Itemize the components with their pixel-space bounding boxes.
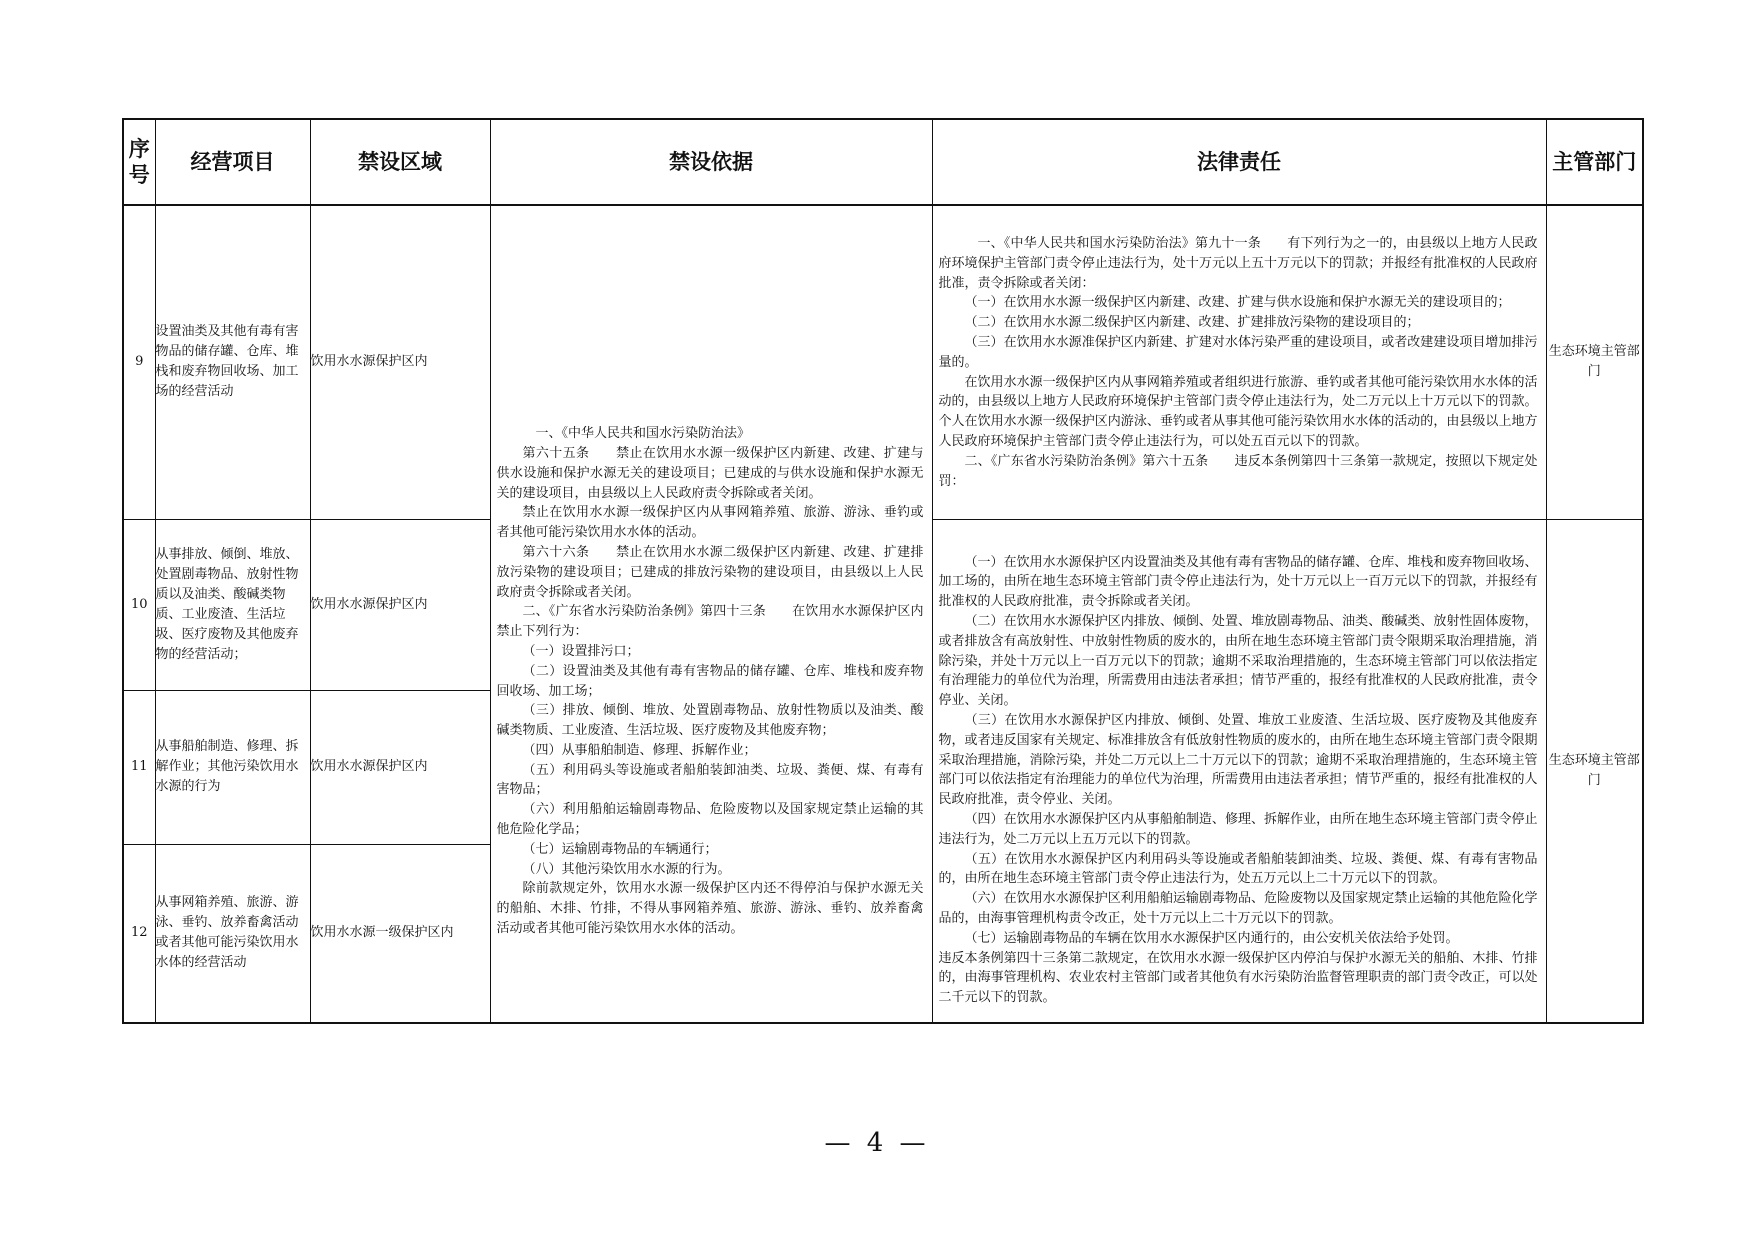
basis-paragraph: 禁止在饮用水水源一级保护区内从事网箱养殖、旅游、游泳、垂钓或者其他可能污染饮用水水体的活动。 <box>496 505 924 541</box>
basis-paragraph: 二、《广东省水污染防治条例》第四十三条 在饮用水水源保护区内禁止下列行为： <box>496 604 924 640</box>
header-row <box>123 119 1643 205</box>
liability-paragraph: 二、《广东省水污染防治条例》第六十五条 违反本条例第四十三条第一款规定，按照以下规定处罚： <box>938 453 1538 489</box>
liability-paragraph: （一）在饮用水水源一级保护区内新建、改建、扩建与供水设施和保护水源无关的建设项目的； <box>964 295 1511 311</box>
basis-paragraph: （七）运输剧毒物品的车辆通行； <box>522 841 718 857</box>
header-dept: 主管部门 <box>1546 119 1643 205</box>
liability-paragraph: 在饮用水水源一级保护区内从事网箱养殖或者组织进行旅游、垂钓或者其他可能污染饮用水水体的活动的，由县级以上地方人民政府环境保护主管部门责令停止违法行为，处二万元以上十万元以下的罚款。个人在饮用水水源一级保护区内游泳、垂钓或者从事其他可能污染饮用水水体的活动的，由县级以上地方人民政府环境保护主管部门责令停止违法行为，可以处五百元以下的罚款。 <box>938 374 1538 450</box>
basis-paragraph: （一）设置排污口； <box>522 643 640 659</box>
liability-cell-bottom <box>932 519 1546 1023</box>
regulation-table <box>122 118 1644 1024</box>
basis-paragraph: 除前款规定外，饮用水水源一级保护区内还不得停泊与保护水源无关的船舶、木排、竹排，不得从事网箱养殖、旅游、游泳、垂钓、放养畜禽活动或者其他可能污染饮用水水体的活动。 <box>496 881 924 937</box>
liability-paragraph: （二）在饮用水水源二级保护区内新建、改建、扩建排放污染物的建设项目的； <box>964 315 1420 331</box>
liability-paragraph: （六）在饮用水水源保护区利用船舶运输剧毒物品、危险废物以及国家规定禁止运输的其他危险化学品的，由海事管理机构责令改正，处十万元以上二十万元以下的罚款。 <box>938 891 1538 926</box>
project-cell: 从事船舶制造、修理、拆解作业；其他污染饮用水水源的行为 <box>155 690 310 844</box>
basis-paragraph: （二）设置油类及其他有毒有害物品的储存罐、仓库、堆栈和废弃物回收场、加工场； <box>496 663 924 699</box>
basis-paragraph: 一、《中华人民共和国水污染防治法》 <box>535 426 751 442</box>
liability-paragraph: （七）运输剧毒物品的车辆在饮用水水源保护区内通行的，由公安机关依法给予处罚。 <box>964 930 1459 946</box>
liability-paragraph: （二）在饮用水水源保护区内排放、倾倒、处置、堆放剧毒物品、油类、酸碱类、放射性固体废物，或者排放含有高放射性、中放射性物质的废水的，由所在地生态环境主管部门责令限期采取治理措施，消除污染，并处十万元以上一百万元以下的罚款；逾期不采取治理措施的，生态环境主管部门可以依法指定有治理能力的单位代为治理，所需费用由违法者承担；情节严重的，报经有批准权的人民政府批准，责令停业、关闭。 <box>938 613 1538 709</box>
header-area: 禁设区域 <box>310 119 490 205</box>
row-number: 9 <box>123 205 155 519</box>
dept-cell: 生态环境主管部门 <box>1546 205 1643 519</box>
basis-paragraph: （五）利用码头等设施或者船舶装卸油类、垃圾、粪便、煤、有毒有害物品； <box>496 762 924 798</box>
dept-cell: 生态环境主管部门 <box>1546 519 1643 1023</box>
row-number: 10 <box>123 519 155 690</box>
page-number: — 4 — <box>824 1128 930 1158</box>
header-project: 经营项目 <box>155 119 310 205</box>
row-number: 12 <box>123 844 155 1023</box>
basis-paragraph: （六）利用船舶运输剧毒物品、危险废物以及国家规定禁止运输的其他危险化学品； <box>496 802 924 838</box>
basis-paragraph: 第六十六条 禁止在饮用水水源二级保护区内新建、改建、扩建排放污染物的建设项目；已建成的排放污染物的建设项目，由县级以上人民政府责令拆除或者关闭。 <box>496 544 924 600</box>
project-cell: 从事网箱养殖、旅游、游泳、垂钓、放养畜禽活动或者其他可能污染饮用水水体的经营活动 <box>155 844 310 1023</box>
basis-cell <box>490 205 932 1023</box>
header-liability: 法律责任 <box>932 119 1546 205</box>
area-cell: 饮用水水源保护区内 <box>310 519 490 690</box>
liability-paragraph: 一、《中华人民共和国水污染防治法》第九十一条 有下列行为之一的，由县级以上地方人民政府环境保护主管部门责令停止违法行为，处十万元以上五十万元以下的罚款；并报经有批准权的人民政府批准，责令拆除或者关闭： <box>938 236 1538 291</box>
header-basis: 禁设依据 <box>490 119 932 205</box>
liability-paragraph: （五）在饮用水水源保护区内利用码头等设施或者船舶装卸油类、垃圾、粪便、煤、有毒有害物品的，由所在地生态环境主管部门责令停止违法行为，处五万元以上二十万元以下的罚款。 <box>938 851 1538 887</box>
project-cell: 设置油类及其他有毒有害物品的储存罐、仓库、堆栈和废弃物回收场、加工场的经营活动 <box>155 205 310 519</box>
liability-paragraph: （一）在饮用水水源保护区内设置油类及其他有毒有害物品的储存罐、仓库、堆栈和废弃物回收场、加工场的，由所在地生态环境主管部门责令停止违法行为，处十万元以上一百万元以下的罚款，并报经有批准权的人民政府批准，责令拆除或者关闭。 <box>938 554 1538 610</box>
liability-paragraph: （三）在饮用水水源保护区内排放、倾倒、处置、堆放工业废渣、生活垃圾、医疗废物及其他废弃物，或者违反国家有关规定、标准排放含有低放射性物质的废水的，由所在地生态环境主管部门责令限期采取治理措施，消除污染，并处二万元以上二十万元以下的罚款；逾期不采取治理措施的，生态环境主管部门可以依法指定有治理能力的单位代为治理，所需费用由违法者承担；情节严重的，报经有批准权的人民政府批准，责令停业、关闭。 <box>938 712 1538 808</box>
basis-paragraph: （八）其他污染饮用水水源的行为。 <box>522 861 731 877</box>
basis-paragraph: （三）排放、倾倒、堆放、处置剧毒物品、放射性物质以及油类、酸碱类物质、工业废渣、生活垃圾、医疗废物及其他废弃物； <box>496 703 924 739</box>
table-row <box>123 205 1643 519</box>
area-cell: 饮用水水源保护区内 <box>310 690 490 844</box>
row-number: 11 <box>123 690 155 844</box>
liability-paragraph: （四）在饮用水水源保护区内从事船舶制造、修理、拆解作业，由所在地生态环境主管部门责令停止违法行为，处二万元以上五万元以下的罚款。 <box>938 811 1538 847</box>
area-cell: 饮用水水源保护区内 <box>310 205 490 519</box>
liability-cell-top <box>932 205 1546 519</box>
area-cell: 饮用水水源一级保护区内 <box>310 844 490 1023</box>
basis-paragraph: 第六十五条 禁止在饮用水水源一级保护区内新建、改建、扩建与供水设施和保护水源无关的建设项目；已建成的与供水设施和保护水源无关的建设项目，由县级以上人民政府责令拆除或者关闭。 <box>496 445 924 501</box>
basis-paragraph: （四）从事船舶制造、修理、拆解作业； <box>522 742 757 758</box>
header-no: 序号 <box>123 119 155 205</box>
liability-paragraph: 违反本条例第四十三条第二款规定，在饮用水水源一级保护区内停泊与保护水源无关的船舶、木排、竹排的，由海事管理机构、农业农村主管部门或者其他负有水污染防治监督管理职责的部门责令改正，可以处二千元以下的罚款。 <box>938 950 1538 1006</box>
liability-paragraph: （三）在饮用水水源准保护区内新建、扩建对水体污染严重的建设项目，或者改建建设项目增加排污量的。 <box>938 335 1538 370</box>
project-cell: 从事排放、倾倒、堆放、处置剧毒物品、放射性物质以及油类、酸碱类物质、工业废渣、生活垃圾、医疗废物及其他废弃物的经营活动； <box>155 519 310 690</box>
